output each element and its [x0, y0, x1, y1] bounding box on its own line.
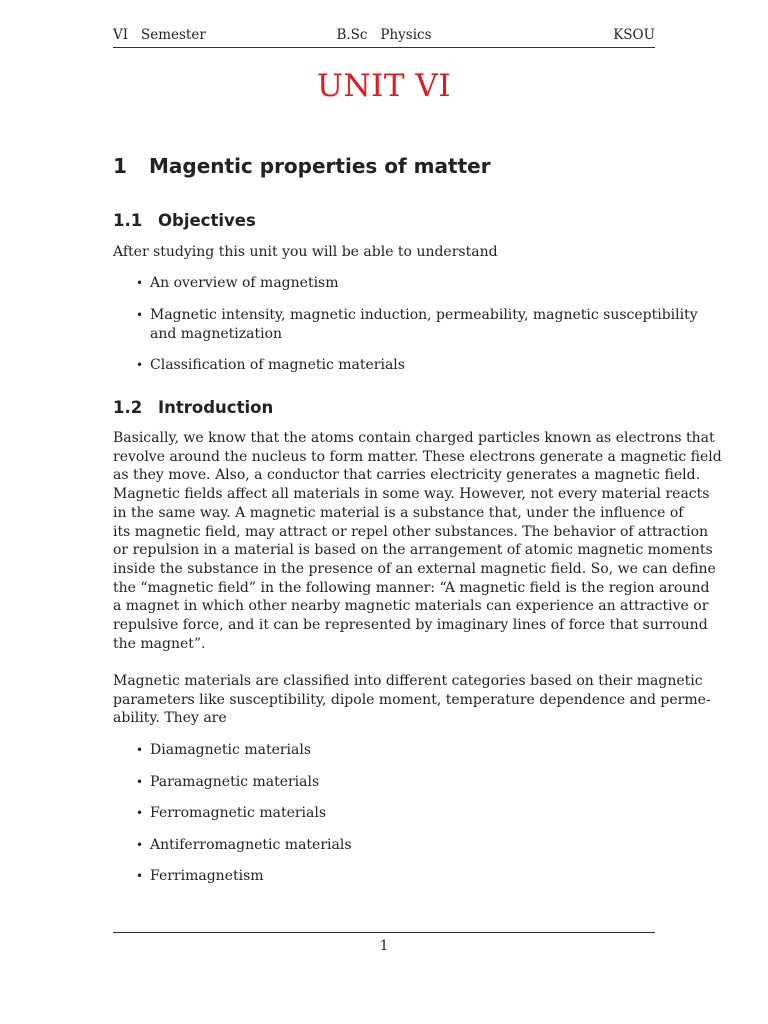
- bullet-icon: •: [136, 276, 144, 290]
- bullet-icon: •: [136, 358, 144, 372]
- list-item-text-continued: and magnetization: [150, 325, 283, 342]
- page-number: 1: [379, 938, 389, 954]
- bullet-icon: •: [136, 869, 144, 883]
- paragraph-line: inside the substance in the presence of an external magnetic field. So, we can define: [113, 560, 716, 577]
- list-item-text: Diamagnetic materials: [150, 742, 312, 758]
- paragraph-line: the “magnetic field” in the following manner: “A magnetic field is the region around: [113, 579, 710, 596]
- objectives-heading: [113, 210, 256, 232]
- header-semester: VI Semester: [113, 27, 206, 43]
- header-university: KSOU: [613, 27, 655, 43]
- bullet-icon: •: [136, 806, 144, 820]
- list-item-text: Antiferromagnetic materials: [150, 836, 352, 853]
- paragraph-line: ability. They are: [113, 710, 227, 727]
- objectives-number: 1.1: [113, 211, 143, 230]
- list-item-text: An overview of magnetism: [150, 275, 339, 291]
- list-item-text: Ferrimagnetism: [150, 868, 264, 884]
- list-item-text: Ferromagnetic materials: [150, 805, 327, 821]
- introduction-title: Introduction: [158, 398, 274, 417]
- bullet-icon: •: [136, 774, 144, 789]
- section-title: Magentic properties of matter: [149, 154, 491, 178]
- paragraph-line: its magnetic field, may attract or repel other substances. The behavior of attraction: [113, 523, 709, 540]
- paragraph-line: revolve around the nucleus to form matter. These electrons generate a magnetic field: [113, 448, 722, 465]
- section-number: 1: [113, 154, 127, 178]
- classification-paragraph: [113, 672, 711, 728]
- paragraph-line: a magnet in which other nearby magnetic materials can experience an attractive or: [113, 598, 709, 615]
- bullet-icon: •: [136, 308, 144, 322]
- unit-title: UNIT VI: [316, 68, 452, 104]
- paragraph-line: Magnetic fields affect all materials in some way. However, not every material reacts: [113, 486, 710, 503]
- paragraph-line: repulsive force, and it can be represented by imaginary lines of force that surround: [113, 617, 708, 634]
- list-item-text: Paramagnetic materials: [150, 773, 320, 790]
- paragraph-line: Magnetic materials are classified into different categories based on their magnetic: [113, 673, 703, 689]
- paragraph-line: Basically, we know that the atoms contain charged particles known as electrons that: [113, 430, 715, 446]
- paragraph-line: the magnet”.: [113, 635, 206, 652]
- objectives-lead: After studying this unit you will be able to understand: [113, 244, 498, 260]
- header-rule: [113, 47, 655, 48]
- paragraph-line: or repulsion in a material is based on the arrangement of atomic magnetic moments: [113, 542, 713, 559]
- paragraph-line: parameters like susceptibility, dipole moment, temperature dependence and perme-: [113, 691, 711, 708]
- introduction-number: 1.2: [113, 398, 143, 417]
- list-item-text: Classification of magnetic materials: [150, 357, 405, 373]
- objectives-title: Objectives: [158, 211, 256, 230]
- document-page: [113, 0, 722, 1024]
- running-header: [113, 26, 655, 44]
- introduction-heading: [113, 397, 273, 419]
- paragraph-line: in the same way. A magnetic material is a substance that, under the influence of: [113, 504, 684, 521]
- list-item-text: Magnetic intensity, magnetic induction, permeability, magnetic susceptibility: [150, 307, 698, 323]
- section-heading: [113, 153, 491, 179]
- bullet-icon: •: [136, 837, 144, 852]
- bullet-icon: •: [136, 743, 144, 757]
- introduction-paragraph: [113, 429, 722, 653]
- header-course: B.Sc Physics: [336, 27, 432, 43]
- paragraph-line: as they move. Also, a conductor that carries electricity generates a magnetic field.: [113, 467, 701, 484]
- footer-rule: [113, 932, 655, 933]
